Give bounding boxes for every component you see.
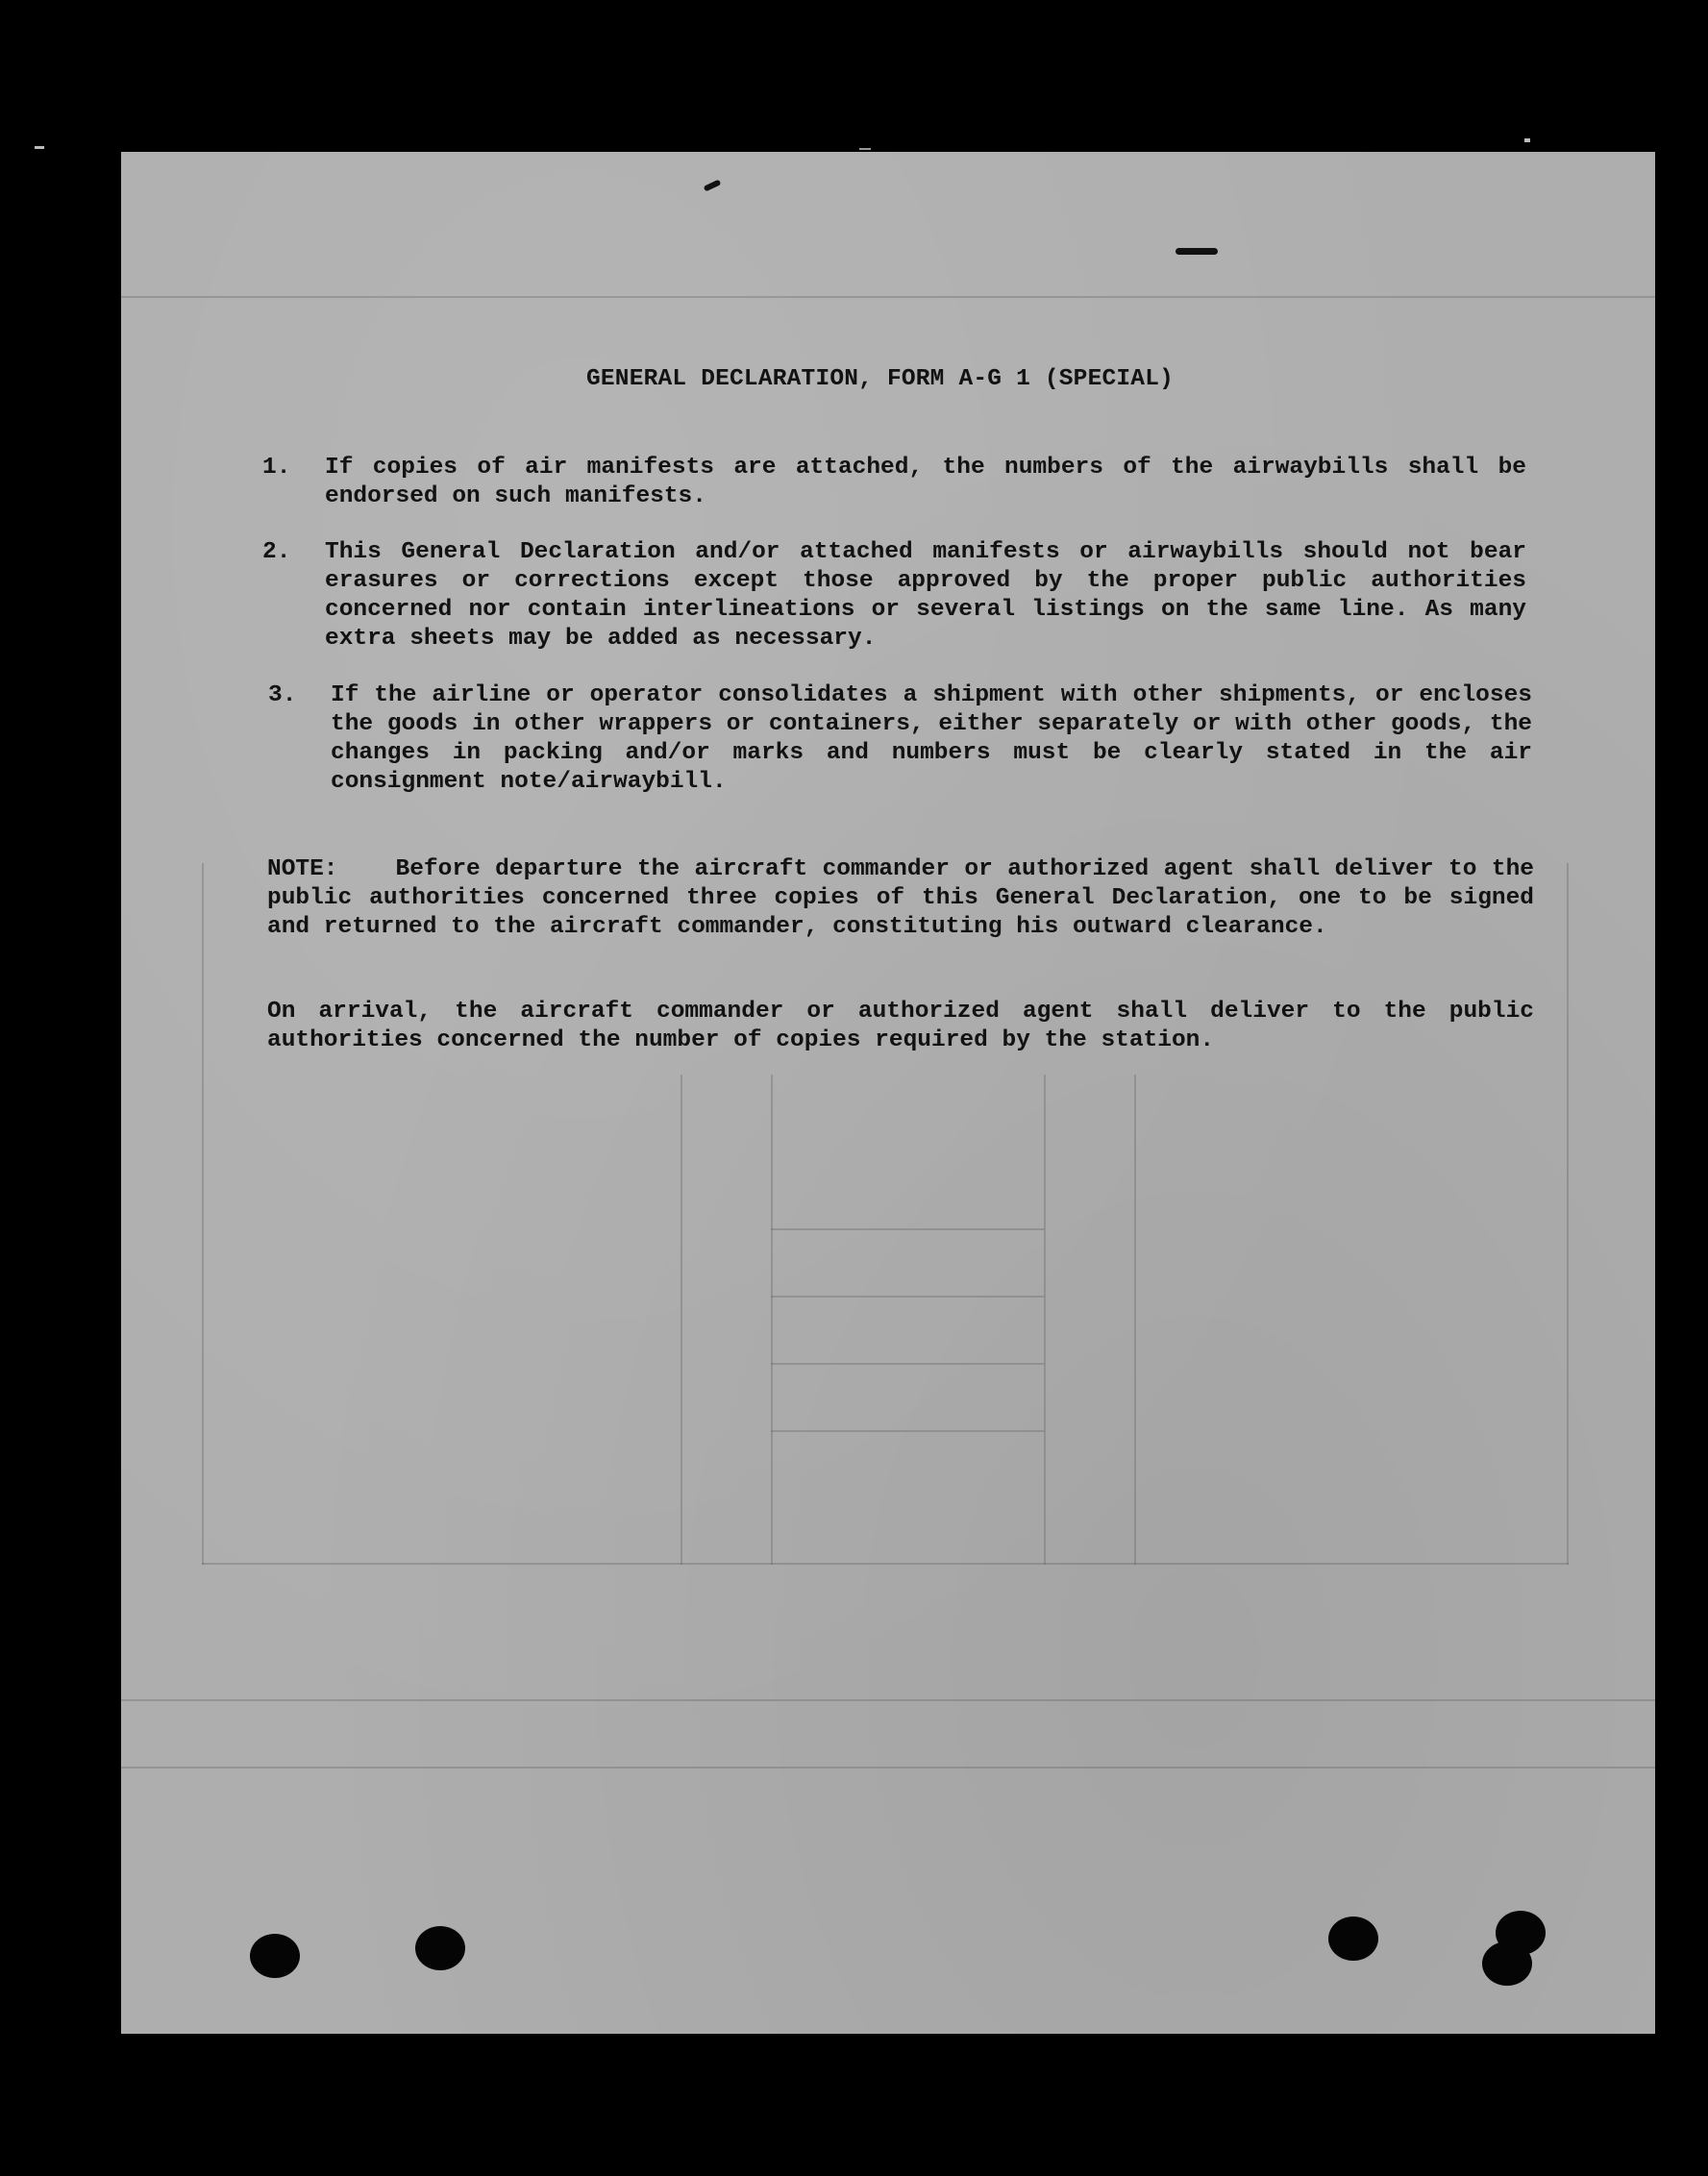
punch-hole	[1328, 1916, 1378, 1961]
ink-mark	[704, 179, 722, 191]
bleed-through-line	[202, 863, 204, 1565]
scan-speck	[35, 146, 44, 149]
scan-speck	[1524, 138, 1530, 142]
bleed-through-line	[121, 296, 1655, 298]
document-sheet	[121, 152, 1655, 2034]
item-text-2: This General Declaration and/or attached manifests or airwaybills should not bear erasures or corrections except those approved by the proper public authorities concerned nor contain interlineations or several listings on the same line. As many extra sheets may be added as necessary.	[325, 539, 1526, 652]
note-paragraph	[267, 855, 1534, 942]
bleed-through-line	[771, 1363, 1044, 1365]
bleed-through-line	[771, 1296, 1044, 1298]
item-number-3: 3.	[268, 682, 297, 708]
scan-speck	[859, 148, 871, 150]
item-text-3: If the airline or operator consolidates a shipment with other shipments, or encloses the goods in other wrappers or containers, either separately or with other goods, the changes in packing and/or marks and numbers must be clearly stated in the air consignment note/airwaybill.	[331, 682, 1532, 795]
bleed-through-line	[1134, 1075, 1136, 1565]
bleed-through-line	[202, 1563, 1569, 1565]
note-label: NOTE:	[267, 856, 338, 882]
bleed-through-line	[771, 1075, 773, 1565]
item-number-2: 2.	[262, 539, 291, 565]
punch-hole	[415, 1926, 465, 1970]
bleed-through-line	[1044, 1075, 1046, 1565]
punch-hole	[250, 1934, 300, 1978]
punch-hole	[1482, 1941, 1532, 1986]
bleed-through-line	[771, 1228, 1044, 1230]
form-title: GENERAL DECLARATION, FORM A-G 1 (SPECIAL)	[586, 366, 1174, 392]
note-text: Before departure the aircraft commander or authorized agent shall deliver to the public authorities concerned three copies of this General Declaration, one to be signed and returned to the aircraft commander, constituting his outward clearance.	[267, 856, 1534, 940]
bleed-through-line	[121, 1767, 1655, 1768]
bleed-through-line	[771, 1430, 1044, 1432]
bleed-through-line	[1567, 863, 1569, 1565]
ink-mark	[1176, 248, 1218, 255]
item-text-1: If copies of air manifests are attached, the numbers of the airwaybills shall be endorsed on such manifests.	[325, 455, 1526, 509]
bleed-through-line	[681, 1075, 682, 1565]
arrival-paragraph: On arrival, the aircraft commander or authorized agent shall deliver to the public authorities concerned the number of copies required by the station.	[267, 999, 1534, 1053]
bleed-through-line	[121, 1699, 1655, 1701]
item-number-1: 1.	[262, 455, 291, 481]
